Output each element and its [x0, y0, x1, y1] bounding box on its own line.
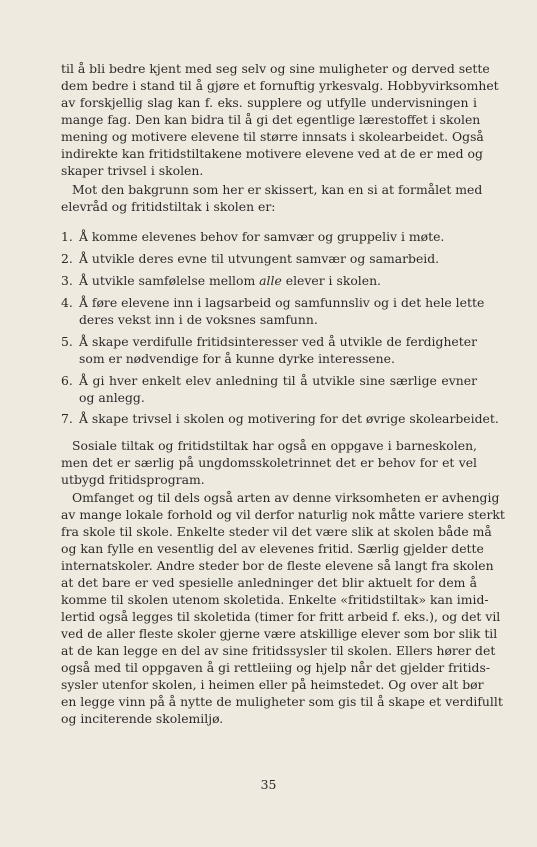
- list-text: Å utvikle deres evne til utvungent samvær og samarbeid.: [79, 251, 440, 266]
- list-number: 2.: [61, 251, 73, 266]
- text-line: Sosiale tiltak og fritidstiltak har også en oppgave i barneskolen,: [72, 438, 477, 453]
- text-line: Omfanget og til dels også arten av denne virksomheten er avhengig: [72, 490, 500, 505]
- text-line: skaper trivsel i skolen.: [61, 163, 204, 178]
- text-line: men det er særlig på ungdomsskoletrinnet det er behov for et vel: [61, 455, 477, 470]
- text-line: til å bli bedre kjent med seg selv og sine muligheter og derved sette: [61, 61, 490, 76]
- list-text: deres vekst inn i de voksnes samfunn.: [79, 312, 318, 327]
- list-text: Å skape verdifulle fritidsinteresser ved å utvikle de ferdigheter: [79, 334, 477, 349]
- text-line: utbygd fritidsprogram.: [61, 472, 205, 487]
- list-text: Å komme elevenes behov for samvær og gruppeliv i møte.: [79, 229, 445, 244]
- list-number: 5.: [61, 334, 73, 349]
- text-line: av forskjellig slag kan f. eks. supplere og utfylle undervisningen i: [61, 95, 477, 110]
- text-line: Mot den bakgrunn som her er skissert, kan en si at formålet med: [72, 182, 483, 197]
- text-line: elevråd og fritidstiltak i skolen er:: [61, 199, 276, 214]
- list-number: 4.: [61, 295, 73, 310]
- text-line: og kan fylle en vesentlig del av elevenes fritid. Særlig gjelder dette: [61, 541, 484, 556]
- text-line: sysler utenfor skolen, i heimen eller på heimstedet. Og over alt bør: [61, 677, 484, 692]
- list-number: 1.: [61, 229, 73, 244]
- text-line: mening og motivere elevene til større innsats i skolearbeidet. Også: [61, 129, 484, 144]
- text-line: indirekte kan fritidstiltakene motivere elevene ved at de er med og: [61, 146, 483, 161]
- text-line: mange fag. Den kan bidra til å gi det egentlige lærestoffet i skolen: [61, 112, 481, 127]
- text-line: komme til skolen utenom skoletida. Enkelte «fritidstiltak» kan imid-: [61, 592, 489, 607]
- list-text: som er nødvendige for å kunne dyrke interessene.: [79, 351, 395, 366]
- text-line: og inciterende skolemiljø.: [61, 711, 224, 726]
- text-line: av mange lokale forhold og vil derfor naturlig nok måtte variere sterkt: [61, 507, 505, 522]
- text-line: også med til oppgaven å gi rettleiing og hjelp når det gjelder fritids-: [61, 660, 491, 675]
- list-number: 7.: [61, 411, 73, 426]
- list-number: 3.: [61, 273, 73, 288]
- text-line: en legge vinn på å nytte de muligheter som gis til å skape et verdifullt: [61, 694, 503, 709]
- text-line: at det bare er ved spesielle anledninger det blir aktuelt for dem å: [61, 575, 477, 590]
- page-number: 35: [260, 777, 277, 792]
- text-line: dem bedre i stand til å gjøre et fornuftig yrkesvalg. Hobbyvirksomhet: [61, 78, 499, 93]
- list-text: Å skape trivsel i skolen og motivering for det øvrige skolearbeidet.: [79, 411, 499, 426]
- text-line: lertid også legges til skoletida (timer for fritt arbeid f. eks.), og det vil: [61, 609, 501, 624]
- text-line: internatskoler. Andre steder bor de fleste elevene så langt fra skolen: [61, 558, 494, 573]
- text-line: at de kan legge en del av sine fritidssysler til skolen. Ellers hører det: [61, 643, 496, 658]
- list-number: 6.: [61, 373, 73, 388]
- list-text: Å føre elevene inn i lagsarbeid og samfunnsliv og i det hele lette: [79, 295, 485, 310]
- list-text: og anlegg.: [79, 390, 145, 405]
- text-line: ved de aller fleste skoler gjerne være atskillige elever som bor slik til: [61, 626, 498, 641]
- list-text: Å utvikle samfølelse mellom alle elever i skolen.: [79, 273, 382, 288]
- list-text: Å gi hver enkelt elev anledning til å utvikle sine særlige evner: [79, 373, 477, 388]
- text-line: fra skole til skole. Enkelte steder vil det være slik at skolen både må: [61, 524, 492, 539]
